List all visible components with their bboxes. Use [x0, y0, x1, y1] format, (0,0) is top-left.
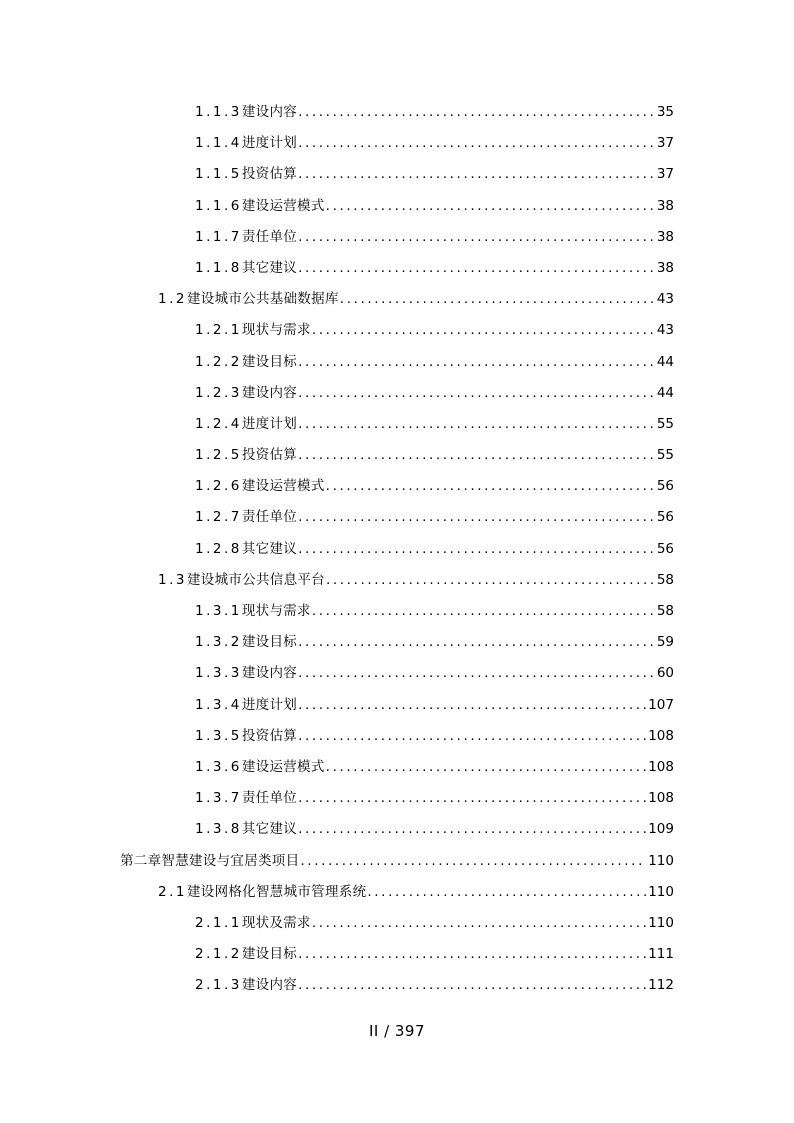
toc-entry[interactable]	[0, 97, 794, 128]
toc-entry-number: 1.2	[158, 291, 187, 308]
toc-entry-title: 投资估算	[241, 166, 298, 183]
toc-entry-title: 其它建议	[241, 821, 298, 838]
toc-entry-number: 1.2.2	[195, 353, 242, 370]
toc-entry-page: 60	[656, 665, 674, 682]
toc-entry[interactable]	[0, 783, 794, 814]
toc-entry-number: 2.1.3	[195, 977, 242, 994]
toc-entry-page: 38	[656, 197, 674, 214]
toc-entry-content	[195, 191, 674, 222]
toc-entry-number: 1.3.8	[195, 821, 242, 838]
toc-entry-title: 其它建议	[241, 540, 298, 557]
toc-entry[interactable]	[0, 658, 794, 689]
toc-entry-content	[195, 908, 674, 939]
toc-entry-page: 111	[648, 946, 674, 963]
toc-entry-number: 1.3.5	[195, 727, 242, 744]
toc-dot-leader	[298, 658, 655, 689]
toc-entry-content	[195, 939, 674, 970]
toc-entry-page: 107	[648, 696, 674, 713]
toc-entry[interactable]	[0, 222, 794, 253]
toc-entry-page: 56	[656, 509, 674, 526]
toc-entry[interactable]	[0, 253, 794, 284]
toc-entry[interactable]	[0, 970, 794, 1001]
toc-entry[interactable]	[0, 378, 794, 409]
toc-entry-page: 35	[656, 104, 674, 120]
toc-entry-title: 建设运营模式	[241, 197, 325, 214]
toc-entry[interactable]	[0, 627, 794, 658]
toc-entry[interactable]	[0, 877, 794, 908]
toc-entry-number: 1.2.8	[195, 540, 242, 557]
toc-entry-page: 43	[656, 291, 674, 308]
toc-entry-page: 108	[648, 727, 674, 744]
toc-entry-content	[195, 222, 674, 253]
toc-entry-content	[195, 752, 674, 783]
toc-entry-content	[195, 378, 674, 409]
toc-entry[interactable]	[0, 721, 794, 752]
toc-entry-title: 投资估算	[241, 447, 298, 464]
toc-entry-content	[158, 565, 674, 596]
toc-entry-page: 108	[648, 790, 674, 807]
toc-dot-leader	[298, 347, 655, 378]
toc-entry-title: 建设目标	[241, 634, 298, 651]
toc-entry[interactable]	[0, 690, 794, 721]
toc-entry[interactable]	[0, 191, 794, 222]
toc-entry-page: 110	[648, 914, 674, 931]
toc-entry[interactable]	[0, 284, 794, 315]
toc-dot-leader	[298, 783, 646, 814]
toc-entry-content	[195, 690, 674, 721]
toc-entry-title: 建设目标	[241, 946, 298, 963]
toc-entry-number: 1.3.6	[195, 758, 242, 775]
toc-entry-content	[195, 502, 674, 533]
toc-entry-title: 进度计划	[241, 415, 298, 432]
toc-entry-page: 110	[648, 852, 674, 869]
toc-dot-leader	[298, 970, 646, 1001]
toc-entry-content	[195, 97, 674, 128]
toc-entry-number: 1.3.3	[195, 665, 242, 682]
toc-entry[interactable]	[0, 534, 794, 565]
toc-entry-title: 建设运营模式	[241, 478, 325, 495]
toc-entry[interactable]	[0, 471, 794, 502]
toc-entry[interactable]	[0, 409, 794, 440]
toc-entry-number: 1.1.3	[195, 104, 242, 120]
toc-entry-content	[195, 783, 674, 814]
toc-entry-content	[195, 440, 674, 471]
toc-entry-title: 建设城市公共基础数据库	[186, 291, 339, 308]
toc-dot-leader	[298, 409, 655, 440]
toc-entry-page: 112	[648, 977, 674, 994]
toc-dot-leader	[298, 721, 646, 752]
toc-entry[interactable]	[0, 128, 794, 159]
toc-entry-number: 1.1.8	[195, 259, 242, 276]
toc-entry-page: 38	[656, 259, 674, 276]
toc-dot-leader	[298, 627, 655, 658]
toc-dot-leader	[298, 534, 655, 565]
toc-entry-title: 建设内容	[241, 384, 298, 401]
toc-entry-number: 1.1.7	[195, 228, 242, 245]
toc-entry-number: 1.3	[158, 571, 187, 588]
toc-entry-content	[195, 534, 674, 565]
toc-entry-content	[195, 253, 674, 284]
toc-entry-page: 108	[648, 758, 674, 775]
toc-dot-leader	[298, 440, 655, 471]
toc-entry-title: 建设内容	[241, 977, 298, 994]
toc-dot-leader	[298, 97, 655, 128]
toc-entry-title: 建设运营模式	[241, 758, 325, 775]
toc-entry-title: 进度计划	[241, 696, 298, 713]
toc-entry-title: 现状及需求	[241, 914, 311, 931]
toc-entry-page: 58	[656, 603, 674, 619]
toc-dot-leader	[367, 877, 646, 908]
toc-entry-number: 1.3.7	[195, 790, 242, 807]
toc-entry-content	[195, 814, 674, 845]
toc-entry-page: 37	[656, 135, 674, 152]
toc-entry-title: 投资估算	[241, 727, 298, 744]
toc-dot-leader	[326, 752, 647, 783]
toc-entry[interactable]	[0, 814, 794, 845]
toc-entry-title: 责任单位	[241, 509, 298, 526]
toc-dot-leader	[298, 378, 655, 409]
toc-entry-title: 责任单位	[241, 790, 298, 807]
toc-entry-content	[195, 970, 674, 1001]
toc-entry-title: 责任单位	[241, 228, 298, 245]
toc-entry[interactable]	[0, 846, 794, 877]
toc-dot-leader	[326, 565, 655, 596]
toc-entry-content	[195, 596, 674, 627]
toc-entry-number: 1.2.7	[195, 509, 242, 526]
toc-dot-leader	[298, 690, 646, 721]
toc-entry-title: 进度计划	[241, 135, 298, 152]
toc-entry-number: 2.1	[158, 883, 187, 900]
toc-entry-title: 建设目标	[241, 353, 298, 370]
toc-entry[interactable]	[0, 315, 794, 346]
toc-entry-content	[195, 159, 674, 190]
toc-entry-page: 55	[656, 447, 674, 464]
toc-entry-page: 110	[648, 883, 674, 900]
toc-dot-leader	[312, 315, 655, 346]
toc-entry-title: 建设内容	[241, 665, 298, 682]
toc-entry-title: 建设网格化智慧城市管理系统	[186, 883, 367, 900]
toc-entry-number: 1.2.3	[195, 384, 242, 401]
toc-dot-leader	[300, 846, 646, 877]
toc-entry-content	[195, 658, 674, 689]
toc-entry-content	[195, 471, 674, 502]
toc-entry-number: 1.2.4	[195, 415, 242, 432]
toc-entry[interactable]	[0, 908, 794, 939]
toc-entry-title: 建设城市公共信息平台	[186, 571, 325, 588]
toc-entry-page: 38	[656, 228, 674, 245]
toc-entry-content	[158, 877, 674, 908]
toc-entry-page: 56	[656, 540, 674, 557]
toc-entry-content	[120, 846, 674, 877]
toc-entry-content	[158, 284, 674, 315]
toc-entry-title: 第二章智慧建设与宜居类项目	[120, 852, 300, 869]
toc-entry-content	[195, 627, 674, 658]
toc-entry-number: 1.1.4	[195, 135, 242, 152]
toc-entry-number: 1.1.5	[195, 166, 242, 183]
toc-entry-number: 1.2.1	[195, 322, 242, 339]
toc-entry-page: 56	[656, 478, 674, 495]
toc-entry[interactable]	[0, 752, 794, 783]
toc-entry-number: 1.3.2	[195, 634, 242, 651]
toc-entry-page: 37	[656, 166, 674, 183]
toc-entry[interactable]	[0, 159, 794, 190]
toc-entry-page: 44	[656, 384, 674, 401]
toc-entry-page: 59	[656, 634, 674, 651]
toc-entry-content	[195, 128, 674, 159]
toc-entry[interactable]	[0, 440, 794, 471]
toc-entry-content	[195, 347, 674, 378]
toc-entry-content	[195, 409, 674, 440]
table-of-contents	[0, 97, 794, 1001]
toc-dot-leader	[298, 222, 655, 253]
toc-entry-title: 现状与需求	[241, 322, 311, 339]
toc-dot-leader	[312, 596, 655, 627]
toc-dot-leader	[326, 191, 655, 222]
toc-entry-number: 1.2.5	[195, 447, 242, 464]
toc-entry-number: 2.1.1	[195, 914, 242, 931]
toc-dot-leader	[298, 939, 646, 970]
toc-dot-leader	[298, 159, 655, 190]
toc-entry[interactable]	[0, 596, 794, 627]
toc-entry[interactable]	[0, 502, 794, 533]
toc-entry-page: 58	[656, 571, 674, 588]
page-number-footer: II / 397	[368, 1022, 426, 1040]
toc-entry-number: 1.2.6	[195, 478, 242, 495]
toc-dot-leader	[312, 908, 646, 939]
toc-entry-number: 1.1.6	[195, 197, 242, 214]
toc-entry-content	[195, 721, 674, 752]
toc-dot-leader	[298, 814, 646, 845]
toc-entry-content	[195, 315, 674, 346]
toc-dot-leader	[326, 471, 655, 502]
toc-dot-leader	[298, 253, 655, 284]
toc-dot-leader	[298, 128, 655, 159]
toc-dot-leader	[298, 502, 655, 533]
toc-entry-title: 现状与需求	[241, 603, 311, 619]
toc-entry[interactable]	[0, 565, 794, 596]
toc-entry-number: 1.3.1	[195, 603, 242, 619]
toc-entry-page: 44	[656, 353, 674, 370]
toc-entry-title: 建设内容	[241, 104, 298, 120]
toc-entry-page: 43	[656, 322, 674, 339]
toc-entry-page: 109	[648, 821, 674, 838]
toc-entry[interactable]	[0, 347, 794, 378]
toc-entry-page: 55	[656, 415, 674, 432]
toc-entry[interactable]	[0, 939, 794, 970]
toc-entry-title: 其它建议	[241, 259, 298, 276]
toc-dot-leader	[340, 284, 655, 315]
toc-entry-number: 2.1.2	[195, 946, 242, 963]
toc-entry-number: 1.3.4	[195, 696, 242, 713]
